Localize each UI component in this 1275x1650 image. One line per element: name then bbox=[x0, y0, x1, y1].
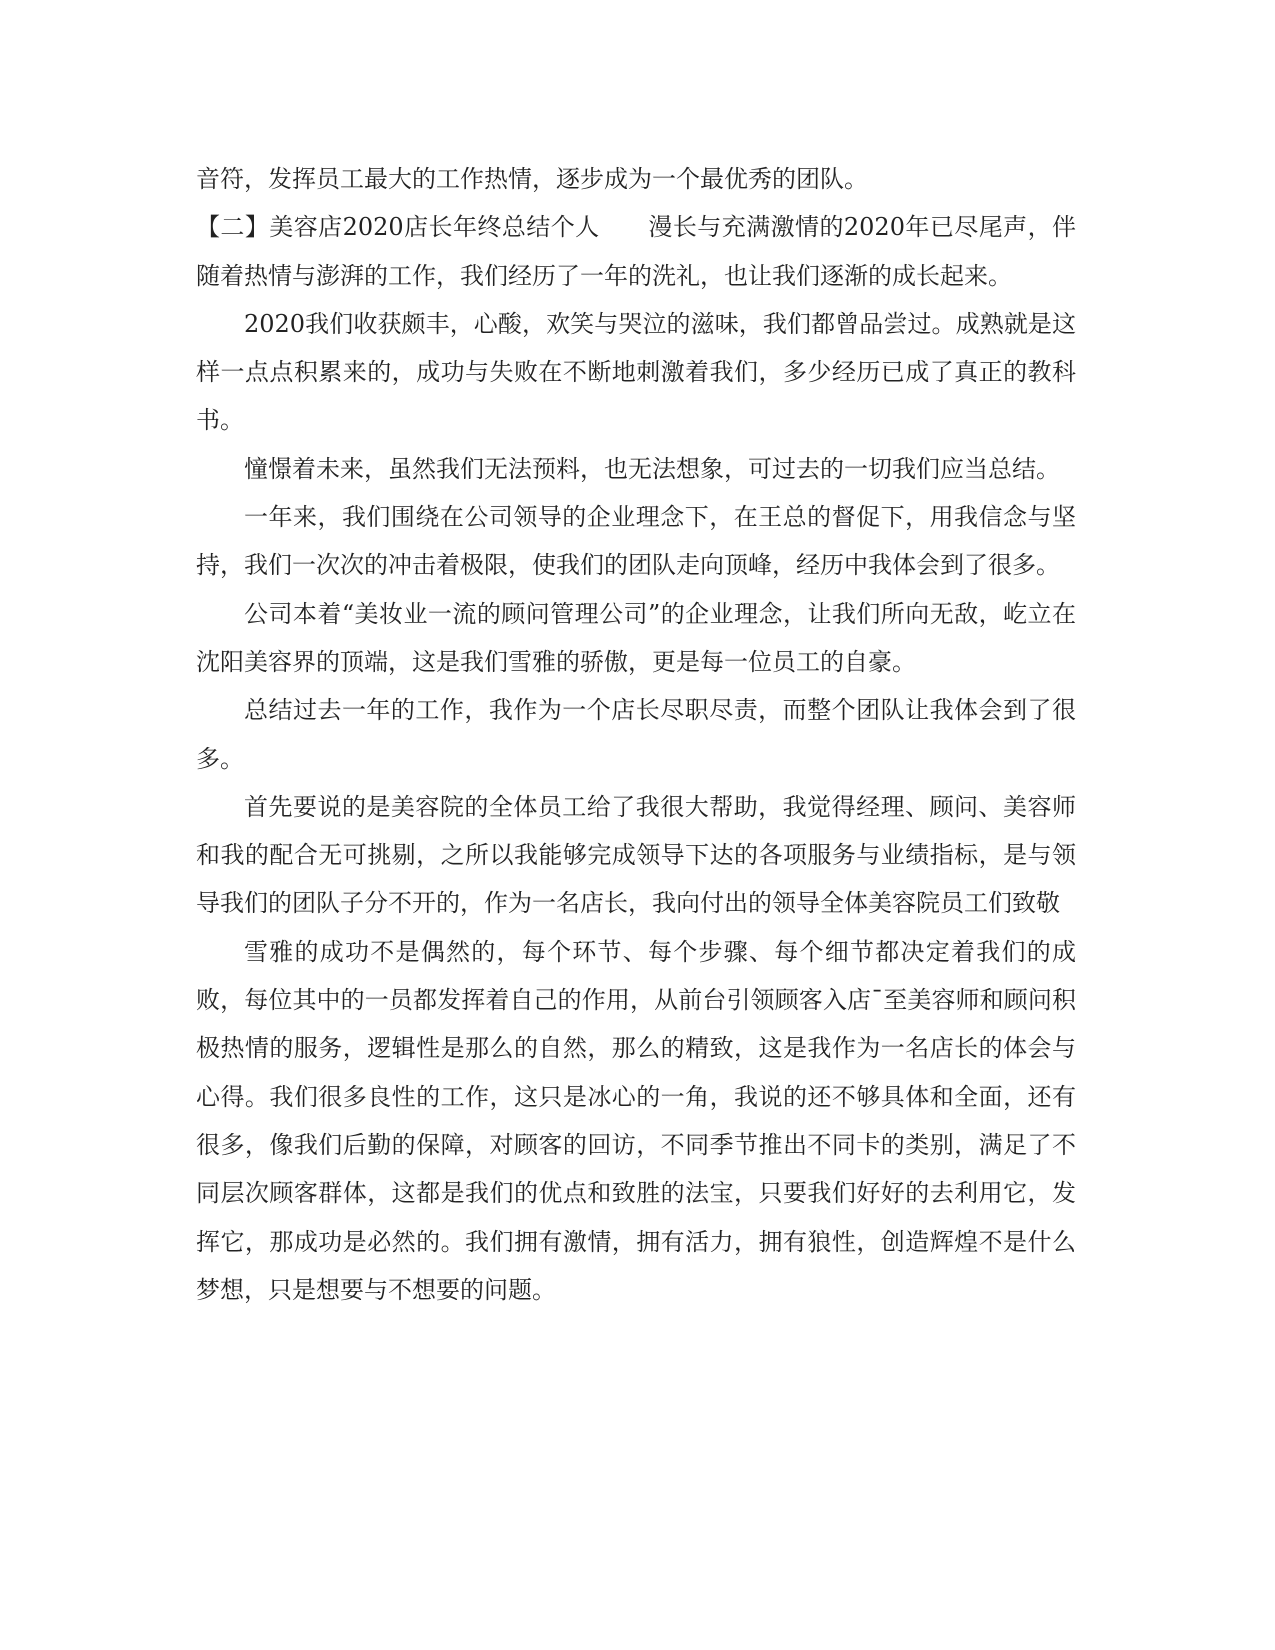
paragraph: 憧憬着未来，虽然我们无法预料，也无法想象，可过去的一切我们应当总结。 bbox=[244, 454, 1060, 483]
paragraph: 2020我们收获颇丰，心酸，欢笑与哭泣的滋味，我们都曾品尝过。成熟就是这样一点点积累来的，成功与失败在不断地刺激着我们，多少经历已成了真正的教科书。 bbox=[196, 309, 1076, 435]
paragraph-continuation: 音符，发挥员工最大的工作热情，逐步成为一个最优秀的团队。 bbox=[196, 165, 868, 193]
paragraph: 公司本着“美妆业一流的顾问管理公司”的企业理念，让我们所向无敌，屹立在沈阳美容界的顶端，这是我们雪雅的骄傲，更是每一位员工的自豪。 bbox=[196, 599, 1076, 676]
paragraph: 一年来，我们围绕在公司领导的企业理念下，在王总的督促下，用我信念与坚持，我们一次次的冲击着极限，使我们的团队走向顶峰，经历中我体会到了很多。 bbox=[196, 503, 1076, 580]
paragraph: 雪雅的成功不是偶然的，每个环节、每个步骤、每个细节都决定着我们的成败，每位其中的一员都发挥着自己的作用，从前台引领顾客入店¯至美容师和顾问积极热情的服务，逻辑性是那么的自然，那么的精致，这是我作为一名店长的体会与心得。我们很多良性的工作，这只是冰心的一角，我说的还不够具体和全面，还有很多，像我们后勤的保障，对顾客的回访，不同季节推出不同卡的类别，满足了不同层次顾客群体，这都是我们的优点和致胜的法宝，只要我们好好的去利用它，发挥它，那成功是必然的。我们拥有激情，拥有活力，拥有狼性，创造辉煌不是什么梦想，只是想要与不想要的问题。 bbox=[196, 937, 1076, 1304]
paragraph: 总结过去一年的工作，我作为一个店长尽职尽责，而整个团队让我体会到了很多。 bbox=[196, 696, 1076, 773]
paragraph-section-heading: 【二】美容店2020店长年终总结个人 漫长与充满激情的2020年已尽尾声，伴随着热情与澎湃的工作，我们经历了一年的洗礼，也让我们逐渐的成长起来。 bbox=[196, 213, 1076, 290]
document-body bbox=[196, 155, 1076, 1314]
paragraph: 首先要说的是美容院的全体员工给了我很大帮助，我觉得经理、顾问、美容师和我的配合无可挑剔，之所以我能够完成领导下达的各项服务与业绩指标，是与领导我们的团队子分不开的，作为一名店长，我向付出的领导全体美容院员工们致敬 bbox=[196, 792, 1076, 918]
